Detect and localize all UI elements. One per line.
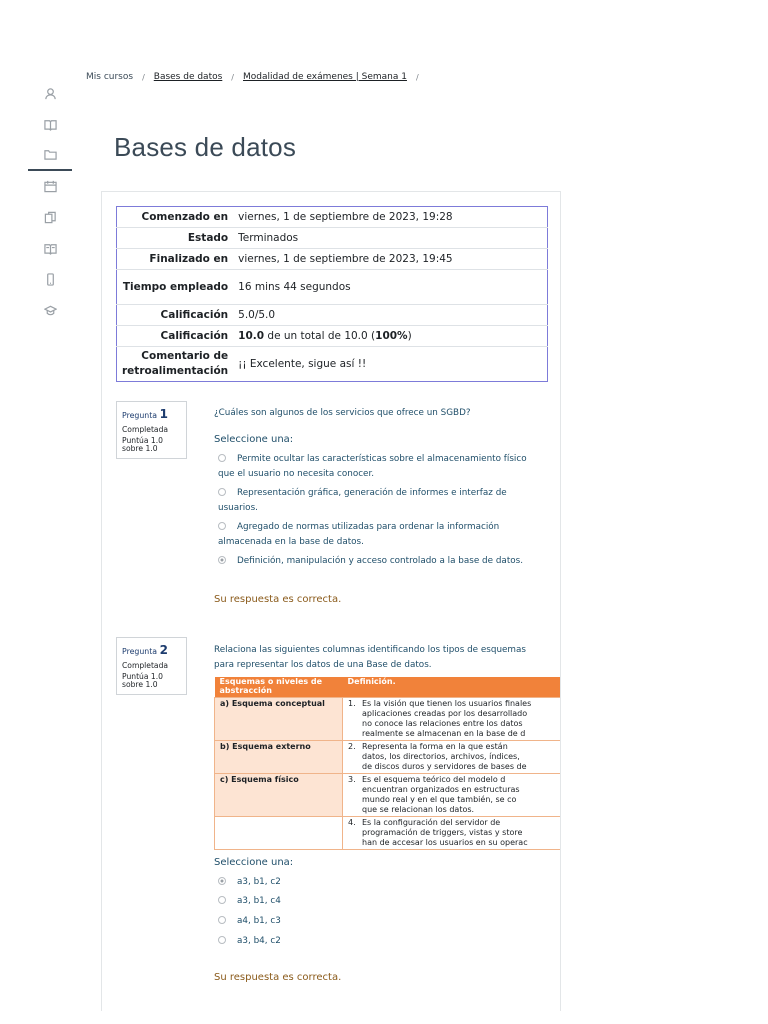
definition-line: Es la visión que tienen los usuarios finales xyxy=(362,698,532,708)
definition-line: Representa la forma en la que están xyxy=(362,741,508,751)
breadcrumb xyxy=(86,72,419,82)
definition-line: aplicaciones creadas por los desarrollado xyxy=(362,708,528,718)
question-state: Completada xyxy=(122,660,169,670)
answer-option-selected[interactable] xyxy=(218,875,538,890)
summary-key: Calificación xyxy=(117,305,234,326)
option-label: Permite ocultar las características sobre el almacenamiento físico que el usuario no necesita conocer. xyxy=(218,454,527,479)
question-score: Puntúa 1.0 xyxy=(122,672,164,682)
question-score: Puntúa 1.0 xyxy=(122,436,164,446)
summary-key: Estado xyxy=(117,228,234,249)
summary-value: 16 mins 44 segundos xyxy=(233,270,547,305)
summary-key: Finalizado en xyxy=(117,249,234,270)
definition-line: de discos duros y servidores de bases de xyxy=(362,761,527,771)
summary-value: viernes, 1 de septiembre de 2023, 19:28 xyxy=(238,211,453,223)
breadcrumb-separator: / xyxy=(231,72,234,82)
breadcrumb-item-modalidad[interactable]: Modalidad de exámenes | Semana 1 xyxy=(243,72,407,82)
answer-feedback: Su respuesta es correcta. xyxy=(214,972,342,983)
schema-right-cell xyxy=(343,816,562,849)
icon-rail xyxy=(28,78,72,326)
question-number: 1 xyxy=(159,407,168,421)
definition-line: programación de triggers, vistas y store xyxy=(362,827,523,837)
summary-key: Comenzado en xyxy=(141,210,229,223)
summary-row xyxy=(117,305,548,326)
answer-option[interactable] xyxy=(218,914,538,929)
summary-row xyxy=(117,326,548,347)
calendar-icon[interactable] xyxy=(28,171,72,202)
question-score-max: sobre 1.0 xyxy=(122,680,158,690)
schema-header-row xyxy=(215,677,562,697)
library-icon[interactable] xyxy=(28,233,72,264)
question-label: Pregunta xyxy=(122,411,158,420)
definition-line: que se relacionan los datos. xyxy=(362,804,475,814)
definition-number: 3. xyxy=(348,774,356,784)
summary-value: Terminados xyxy=(233,228,547,249)
summary-row xyxy=(117,270,548,305)
question-text-line: para representar los datos de una Base de datos. xyxy=(214,659,432,670)
question-score-max: sobre 1.0 xyxy=(122,444,158,454)
graduation-cap-icon[interactable] xyxy=(28,295,72,326)
option-label: a3, b4, c2 xyxy=(237,936,281,946)
answer-option[interactable] xyxy=(218,894,538,909)
option-label: a3, b1, c2 xyxy=(237,877,281,887)
definition-line: han de accesar los usuarios en su operac xyxy=(362,837,528,847)
definition-line: Es el esquema teórico del modelo d xyxy=(362,774,506,784)
grade-text-end: ) xyxy=(407,330,412,342)
schema-right-cell xyxy=(343,697,562,740)
breadcrumb-item-mis-cursos[interactable]: Mis cursos xyxy=(86,72,134,82)
schema-right-cell xyxy=(343,740,562,773)
radio-button[interactable] xyxy=(218,522,226,530)
summary-value xyxy=(233,326,547,347)
schema-right-cell xyxy=(343,773,562,816)
book-icon[interactable] xyxy=(28,109,72,140)
answer-option[interactable] xyxy=(218,520,538,549)
question-text-1: ¿Cuáles son algunos de los servicios que ofrece un SGBD? xyxy=(214,408,471,418)
definition-number: 4. xyxy=(348,817,356,827)
definition-line: encuentran organizados en estructuras xyxy=(362,784,520,794)
answer-feedback: Su respuesta es correcta. xyxy=(214,594,342,605)
schema-header-right: Definición. xyxy=(343,677,562,697)
page-title: Bases de datos xyxy=(114,132,297,162)
radio-button[interactable] xyxy=(218,916,226,924)
answer-option[interactable] xyxy=(218,452,538,481)
select-one-prompt: Seleccione una: xyxy=(214,434,294,445)
definition-line: no conoce las relaciones entre los datos xyxy=(362,718,523,728)
question-number: 2 xyxy=(159,643,168,657)
summary-key: Comentario de retroalimentación xyxy=(117,347,234,382)
option-label: Representación gráfica, generación de informes e interfaz de usuarios. xyxy=(218,488,507,513)
radio-button-checked[interactable] xyxy=(218,556,226,564)
definition-line: mundo real y en el que también, se co xyxy=(362,794,517,804)
schema-left-cell: c) Esquema físico xyxy=(215,773,343,816)
summary-key: Tiempo empleado xyxy=(117,270,234,305)
schema-left-cell-empty xyxy=(215,816,343,849)
option-label: a3, b1, c4 xyxy=(237,896,281,906)
option-label: Agregado de normas utilizadas para ordenar la información almacenada en la base de datos. xyxy=(218,522,500,547)
definition-line: realmente se almacenan en la base de d xyxy=(362,728,526,738)
radio-button[interactable] xyxy=(218,454,226,462)
breadcrumb-separator: / xyxy=(142,72,145,82)
user-icon[interactable] xyxy=(28,78,72,109)
schema-row xyxy=(215,773,562,816)
definition-number: 2. xyxy=(348,741,356,751)
summary-value: ¡¡ Excelente, sigue así !! xyxy=(233,347,547,382)
mobile-icon[interactable] xyxy=(28,264,72,295)
quiz-review-card xyxy=(101,191,561,1011)
question-state: Completada xyxy=(122,424,169,434)
radio-button-checked[interactable] xyxy=(218,877,226,885)
schema-left-cell: a) Esquema conceptual xyxy=(215,697,343,740)
schema-row xyxy=(215,816,562,849)
summary-row xyxy=(117,347,548,382)
option-label: a4, b1, c3 xyxy=(237,916,281,926)
schema-left-cell: b) Esquema externo xyxy=(215,740,343,773)
answer-option[interactable] xyxy=(218,934,538,949)
radio-button[interactable] xyxy=(218,936,226,944)
question-text-2 xyxy=(214,643,526,672)
radio-button[interactable] xyxy=(218,896,226,904)
definition-line: datos, los directorios, archivos, índices, xyxy=(362,751,520,761)
summary-row xyxy=(117,249,548,270)
grade-value: 10.0 xyxy=(238,330,265,342)
summary-value: viernes, 1 de septiembre de 2023, 19:45 xyxy=(233,249,547,270)
question-text-line: Relaciona las siguientes columnas identificando los tipos de esquemas xyxy=(214,645,526,655)
option-label: Definición, manipulación y acceso controlado a la base de datos. xyxy=(237,556,524,566)
copy-icon[interactable] xyxy=(28,202,72,233)
question-label: Pregunta xyxy=(122,647,158,656)
radio-button[interactable] xyxy=(218,488,226,496)
select-one-prompt: Seleccione una: xyxy=(214,857,294,868)
breadcrumb-separator: / xyxy=(415,72,419,82)
summary-row xyxy=(117,228,548,249)
summary-value: 5.0/5.0 xyxy=(233,305,547,326)
attempt-summary-table xyxy=(116,206,548,382)
summary-row xyxy=(117,207,548,228)
answer-option-selected[interactable] xyxy=(218,554,538,569)
schema-table xyxy=(214,677,561,850)
question-info-1 xyxy=(116,401,187,459)
grade-percent: 100% xyxy=(375,330,408,342)
schema-header-left: Esquemas o niveles de abstracción xyxy=(215,677,343,697)
question-info-2 xyxy=(116,637,187,695)
summary-key: Calificación xyxy=(117,326,234,347)
breadcrumb-item-bases-de-datos[interactable]: Bases de datos xyxy=(153,72,223,82)
schema-row xyxy=(215,697,562,740)
answer-option[interactable] xyxy=(218,486,538,515)
grade-text: de un total de 10.0 ( xyxy=(264,330,376,342)
schema-row xyxy=(215,740,562,773)
definition-number: 1. xyxy=(348,698,356,708)
folder-icon[interactable] xyxy=(28,140,72,171)
definition-line: Es la configuración del servidor de xyxy=(362,817,501,827)
